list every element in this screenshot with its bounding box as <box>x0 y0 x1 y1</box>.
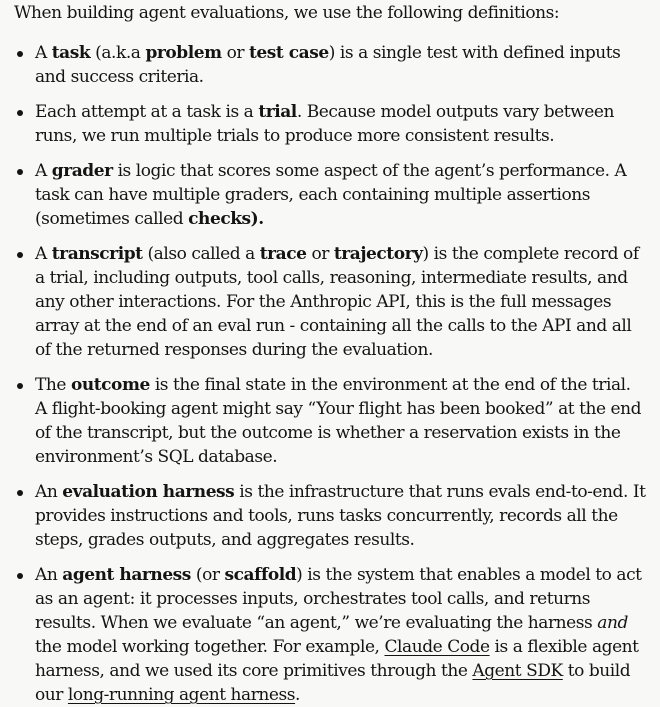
defined-term: problem <box>145 43 222 63</box>
defined-term: checks). <box>188 209 264 229</box>
defined-term: trajectory <box>333 244 423 264</box>
body-text: An <box>35 482 63 502</box>
definition-item <box>14 563 646 707</box>
definition-item <box>14 242 646 362</box>
body-text: ) is the system that enables a model to act as an agent: it processes inputs, orchestrates tool calls, and returns results. When we evaluate “an agent,” we’re evaluating the harness <box>35 565 642 633</box>
defined-term: test case <box>249 43 329 63</box>
defined-term: scaffold <box>224 565 297 585</box>
body-text: is logic that scores some aspect of the agent’s performance. A task can have multiple graders, each containing multiple assertions (sometimes called <box>35 161 627 229</box>
body-text: is a flexible agent harness, and we used its core primitives through the <box>35 637 639 681</box>
body-text: ) is the complete record of a trial, including outputs, tool calls, reasoning, intermediate results, and any other interactions. For the Anthropic API, this is the full messages array at the end of an eval run - containing all the calls to the API and all of the returned responses during the evaluation. <box>35 244 639 360</box>
defined-term: evaluation harness <box>62 482 235 502</box>
body-text: A <box>35 244 52 264</box>
defined-term: trial <box>258 102 297 122</box>
body-text: A <box>35 43 52 63</box>
intro-paragraph: When building agent evaluations, we use the following definitions: <box>14 3 560 23</box>
inline-link[interactable]: long-running agent harness <box>67 685 296 705</box>
body-text: Each attempt at a task is a <box>35 102 259 122</box>
body-text: . <box>295 685 301 705</box>
defined-term: grader <box>51 161 113 181</box>
inline-link[interactable]: Claude Code <box>384 637 490 657</box>
inline-link[interactable]: Agent SDK <box>472 661 563 681</box>
definition-item <box>14 159 646 231</box>
definitions-list <box>14 41 646 707</box>
body-text: (also called a <box>142 244 260 264</box>
body-text: the model working together. For example, <box>35 637 385 657</box>
body-text: is the final state in the environment at the end of the trial. A flight-booking agent might say “Your flight has been booked” at the end of the transcript, but the outcome is whether a reservation exists in the environment’s SQL database. <box>35 375 642 467</box>
body-text: A <box>35 161 52 181</box>
definition-item <box>14 100 646 148</box>
body-text: (or <box>190 565 225 585</box>
body-text: ) is a single test with defined inputs and success criteria. <box>35 43 621 87</box>
defined-term: trace <box>259 244 307 264</box>
body-text: An <box>35 565 63 585</box>
body-text: or <box>221 43 249 63</box>
body-text: The <box>35 375 71 395</box>
definition-item <box>14 373 646 469</box>
body-text: (a.k.a <box>90 43 146 63</box>
body-text: . Because model outputs vary between runs, we run multiple trials to produce more consistent results. <box>35 102 614 146</box>
defined-term: task <box>51 43 91 63</box>
defined-term: agent harness <box>62 565 191 585</box>
defined-term: transcript <box>51 244 143 264</box>
body-text: is the infrastructure that runs evals end-to-end. It provides instructions and tools, runs tasks concurrently, records all the steps, grades outputs, and aggregates results. <box>35 482 646 550</box>
defined-term: outcome <box>70 375 150 395</box>
body-text: to build our <box>35 661 631 705</box>
emphasis-text: and <box>597 613 628 633</box>
definition-item <box>14 41 646 89</box>
definition-item <box>14 480 646 552</box>
body-text: or <box>306 244 334 264</box>
